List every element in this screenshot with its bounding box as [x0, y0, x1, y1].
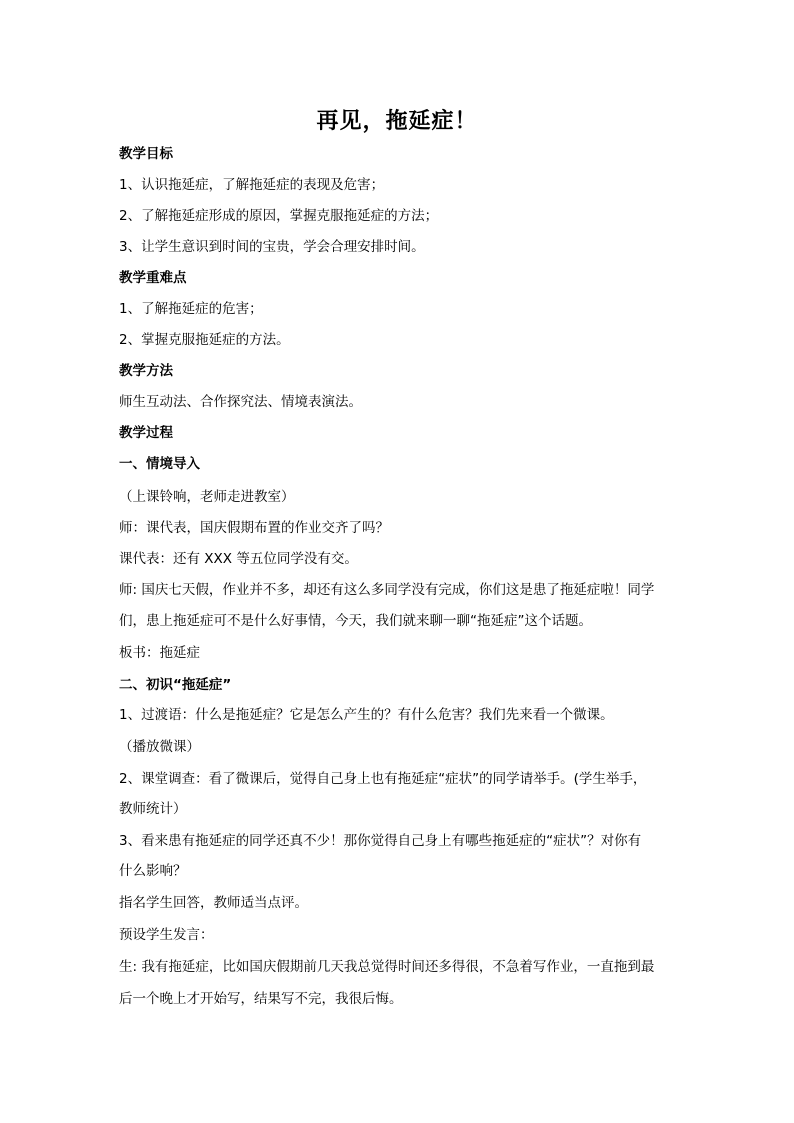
paragraph-line: 2、掌握克服拖延症的方法。 [119, 332, 290, 348]
paragraph-line: 教师统计） [119, 801, 187, 817]
paragraph-line: （上课铃响，老师走进教室） [119, 489, 295, 505]
paragraph-line: 师: 国庆七天假，作业并不多，却还有这么多同学没有完成，你们这是患了拖延症啦！同学 [119, 582, 655, 598]
paragraph-line: 板书：拖延症 [119, 645, 200, 661]
section-heading: 二、初识“拖延症” [119, 677, 232, 693]
paragraph-line: 什么影响？ [119, 863, 187, 879]
paragraph-line: 师：课代表，国庆假期布置的作业交齐了吗？ [119, 520, 389, 536]
section-heading: 教学过程 [119, 425, 173, 441]
document-title: 再见，拖延症！ [316, 109, 478, 134]
paragraph-line: （播放微课） [119, 739, 200, 755]
paragraph-line: 3、让学生意识到时间的宝贵，学会合理安排时间。 [119, 239, 425, 255]
paragraph-line: 指名学生回答，教师适当点评。 [119, 895, 308, 911]
paragraph-line: 后一个晚上才开始写，结果写不完，我很后悔。 [119, 991, 403, 1007]
section-heading: 教学重难点 [119, 270, 187, 286]
paragraph-line: 师生互动法、合作探究法、情境表演法。 [119, 394, 362, 410]
paragraph-line: 1、过渡语：什么是拖延症？它是怎么产生的？有什么危害？我们先来看一个微课。 [119, 707, 614, 723]
section-heading: 一、情境导入 [119, 456, 200, 472]
paragraph-line: 1、了解拖延症的危害； [119, 301, 263, 317]
section-heading: 教学目标 [119, 146, 173, 162]
paragraph-line: 2、了解拖延症形成的原因，掌握克服拖延症的方法； [119, 208, 439, 224]
paragraph-line: 2、课堂调查：看了微课后，觉得自己身上也有拖延症“症状”的同学请举手。(学生举手， [119, 771, 647, 787]
paragraph-line: 生: 我有拖延症，比如国庆假期前几天我总觉得时间还多得很，不急着写作业，一直拖到最 [119, 959, 655, 975]
section-heading: 教学方法 [119, 363, 173, 379]
paragraph-line: 课代表：还有 XXX 等五位同学没有交。 [119, 551, 358, 567]
paragraph-line: 3、看来患有拖延症的同学还真不少！那你觉得自己身上有哪些拖延症的“症状”？对你有 [119, 833, 642, 849]
paragraph-line: 1、认识拖延症，了解拖延症的表现及危害； [119, 177, 385, 193]
paragraph-line: 预设学生发言： [119, 927, 214, 943]
paragraph-line: 们，患上拖延症可不是什么好事情，今天，我们就来聊一聊“拖延症”这个话题。 [119, 613, 592, 629]
